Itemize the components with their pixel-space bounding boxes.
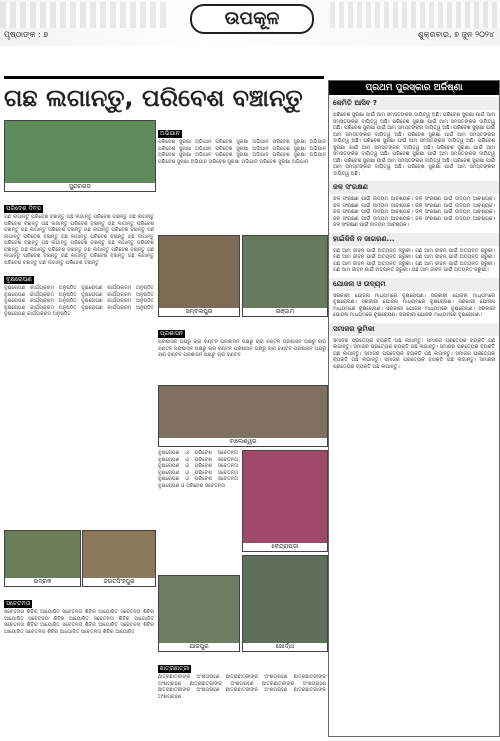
photo-caption: ଖୋର୍ଦ୍ଧା bbox=[243, 643, 327, 651]
kicker: ସଚେତନତା bbox=[6, 600, 31, 607]
photo-caption: କେନ୍ଦ୍ରାପଡ଼ା bbox=[243, 543, 327, 551]
page-headline: ଗଛ ଲଗାନ୍ତୁ, ପରିବେଶ ବଞ୍ଚାନ୍ତୁ bbox=[4, 84, 303, 112]
kicker: ବୃକ୍ଷରୋପଣ bbox=[6, 276, 32, 283]
issue-date: ଶୁକ୍ରବାର, ୭ ଜୁନ ୨୦୨୪ bbox=[417, 30, 494, 39]
middle-text-2 bbox=[158, 320, 326, 380]
left-column-text bbox=[4, 195, 154, 525]
photo-caption: ଯାଜପୁର bbox=[159, 643, 239, 651]
photo-caption: ସୁନ୍ଦରଗଡ଼ bbox=[5, 183, 155, 191]
article-body: ପ୍ରଶାସନ ପକ୍ଷରୁ ଚାରା ବଣ୍ଟନ ପ୍ରଶାସନ ପକ୍ଷରୁ ଚାରା ବଣ୍ଟନ ପ୍ରଶାସନ ପକ୍ଷରୁ ଚାରା ବଣ୍ଟନ ପ୍ରଶାସନ ପକ୍ଷରୁ ଚାରା ବଣ୍ଟନ ପ୍ରଶାସନ ପକ୍ଷରୁ ଚାରା ବଣ୍ଟନ ପ୍ରଶାସନ ପକ୍ଷରୁ ଚାରା ବଣ୍ଟନ ପ୍ରଶାସନ ପକ୍ଷରୁ ଚାରା ବଣ୍ଟନ bbox=[158, 339, 326, 358]
middle-top-text bbox=[158, 120, 326, 230]
sidebar-body: ସମାଜର ପ୍ରତ୍ୟେକ ବ୍ୟକ୍ତି ଗଛ ଲଗାନ୍ତୁ। ସମାଜର ପ୍ରତ୍ୟେକ ବ୍ୟକ୍ତି ଗଛ ଲଗାନ୍ତୁ। ସମାଜର ପ୍ରତ୍ୟେକ ବ୍ୟକ୍ତି ଗଛ ଲଗାନ୍ତୁ। ସମାଜର ପ୍ରତ୍ୟେକ ବ୍ୟକ୍ତି ଗଛ ଲଗାନ୍ତୁ। ସମାଜର ପ୍ରତ୍ୟେକ ବ୍ୟକ୍ତି ଗଛ ଲଗାନ୍ତୁ। ସମାଜର ପ୍ରତ୍ୟେକ ବ୍ୟକ୍ତି ଗଛ ଲଗାନ୍ତୁ। ସମାଜର ପ୍ରତ୍ୟେକ ବ୍ୟକ୍ତି ଗଛ ଲଗାନ୍ତୁ। ସମାଜର ପ୍ରତ୍ୟେକ ବ୍ୟକ୍ତି ଗଛ ଲଗାନ୍ତୁ। bbox=[333, 337, 495, 370]
photo-event bbox=[82, 530, 156, 587]
kicker: ଛାତ୍ରଛାତ୍ରୀ bbox=[160, 665, 190, 672]
page-label: ପୃଷ୍ଠାଙ୍କ : ୭ bbox=[4, 30, 49, 39]
photo-event bbox=[242, 555, 328, 652]
middle-bottom-text bbox=[158, 655, 326, 735]
photo-caption: ସମ୍ବଲପୁର bbox=[159, 308, 239, 316]
sidebar-body: ସରକାରୀ ଯୋଜନା ମାଧ୍ୟମରେ ବୃକ୍ଷରୋପଣ। ସରକାରୀ ଯୋଜନା ମାଧ୍ୟମରେ ବୃକ୍ଷରୋପଣ। ସରକାରୀ ଯୋଜନା ମାଧ୍ୟମରେ ବୃକ୍ଷରୋପଣ। ସରକାରୀ ଯୋଜନା ମାଧ୍ୟମରେ ବୃକ୍ଷରୋପଣ। ସରକାରୀ ଯୋଜନା ମାଧ୍ୟମରେ ବୃକ୍ଷରୋପଣ। ସରକାରୀ ଯୋଜନା ମାଧ୍ୟମରେ ବୃକ୍ଷରୋପଣ। ସରକାରୀ ଯୋଜନା ମାଧ୍ୟମରେ ବୃକ୍ଷରୋପଣ। bbox=[333, 292, 495, 318]
sidebar-section-heading: ଯୋଜନା ଓ ଉଦ୍ୟମ bbox=[329, 278, 499, 291]
sidebar-subtitle: କେମିତି ଆସିବ ? bbox=[329, 97, 499, 110]
article-body: ସଚେତନତା ଶିବିର ଆୟୋଜିତ ସଚେତନତା ଶିବିର ଆୟୋଜିତ ସଚେତନତା ଶିବିର ଆୟୋଜିତ ସଚେତନତା ଶିବିର ଆୟୋଜିତ ସଚେତନତା ଶିବିର ଆୟୋଜିତ ସଚେତନତା ଶିବିର ଆୟୋଜିତ ସଚେତନତା ଶିବିର ଆୟୋଜିତ ସଚେତନତା ଶିବିର ଆୟୋଜିତ ସଚେତନତା ଶିବିର ଆୟୋଜିତ ସଚେତନତା ଶିବିର ଆୟୋଜିତ bbox=[4, 609, 154, 635]
sidebar-body: ଜଳ ସଂରକ୍ଷଣ ପାଇଁ ଉଦ୍ୟମ ଆବଶ୍ୟକ। ଜଳ ସଂରକ୍ଷଣ ପାଇଁ ଉଦ୍ୟମ ଆବଶ୍ୟକ। ଜଳ ସଂରକ୍ଷଣ ପାଇଁ ଉଦ୍ୟମ ଆବଶ୍ୟକ। ଜଳ ସଂରକ୍ଷଣ ପାଇଁ ଉଦ୍ୟମ ଆବଶ୍ୟକ। ଜଳ ସଂରକ୍ଷଣ ପାଇଁ ଉଦ୍ୟମ ଆବଶ୍ୟକ। ଜଳ ସଂରକ୍ଷଣ ପାଇଁ ଉଦ୍ୟମ ଆବଶ୍ୟକ। ଜଳ ସଂରକ୍ଷଣ ପାଇଁ ଉଦ୍ୟମ ଆବଶ୍ୟକ। ଜଳ ସଂରକ୍ଷଣ ପାଇଁ ଉଦ୍ୟମ ଆବଶ୍ୟକ। ଜଳ ସଂରକ୍ଷଣ ପାଇଁ ଉଦ୍ୟମ ଆବଶ୍ୟକ। bbox=[333, 196, 495, 228]
article-body: ବୃକ୍ଷରୋପଣ କାର୍ଯ୍ୟକ୍ରମ ଅନୁଷ୍ଠିତ ବୃକ୍ଷରୋପଣ କାର୍ଯ୍ୟକ୍ରମ ଅନୁଷ୍ଠିତ ବୃକ୍ଷରୋପଣ କାର୍ଯ୍ୟକ୍ରମ ଅନୁଷ୍ଠିତ ବୃକ୍ଷରୋପଣ କାର୍ଯ୍ୟକ୍ରମ ଅନୁଷ୍ଠିତ ବୃକ୍ଷରୋପଣ କାର୍ଯ୍ୟକ୍ରମ ଅନୁଷ୍ଠିତ ବୃକ୍ଷରୋପଣ କାର୍ଯ୍ୟକ୍ରମ ଅନୁଷ୍ଠିତ ବୃକ୍ଷରୋପଣ କାର୍ଯ୍ୟକ୍ରମ ଅନୁଷ୍ଠିତ ବୃକ୍ଷରୋପଣ କାର୍ଯ୍ୟକ୍ରମ ଅନୁଷ୍ଠିତ ବୃକ୍ଷରୋପଣ କାର୍ଯ୍ୟକ୍ରମ ଅନୁଷ୍ଠିତ bbox=[4, 285, 154, 317]
sidebar-section-heading: ଜଳ ସଂରକ୍ଷଣ bbox=[329, 181, 499, 194]
sidebar-title: ପ୍ରଥମ ପୁରସ୍କାର ଅର୍ଜିଷ୍ଣା bbox=[329, 81, 499, 95]
photo-event bbox=[158, 235, 240, 317]
sidebar-essay-box bbox=[328, 80, 500, 737]
kicker: ଅଭିଯାନ bbox=[160, 130, 180, 137]
article-body: ଛାତ୍ରଛାତ୍ରୀଙ୍କ ଅଂଶଗ୍ରହଣ ଛାତ୍ରଛାତ୍ରୀଙ୍କ ଅଂଶଗ୍ରହଣ ଛାତ୍ରଛାତ୍ରୀଙ୍କ ଅଂଶଗ୍ରହଣ ଛାତ୍ରଛାତ୍ରୀଙ୍କ ଅଂଶଗ୍ରହଣ ଛାତ୍ରଛାତ୍ରୀଙ୍କ ଅଂଶଗ୍ରହଣ ଛାତ୍ରଛାତ୍ରୀଙ୍କ ଅଂଶଗ୍ରହଣ ଛାତ୍ରଛାତ୍ରୀଙ୍କ ଅଂଶଗ୍ରହଣ ଛାତ୍ରଛାତ୍ରୀଙ୍କ ଅଂଶଗ୍ରହଣ bbox=[158, 674, 326, 700]
article-body: ବୃକ୍ଷରୋପଣ ଓ ପରିବେଶ ସଚେତନତା ବୃକ୍ଷରୋପଣ ଓ ପରିବେଶ ସଚେତନତା ବୃକ୍ଷରୋପଣ ଓ ପରିବେଶ ସଚେତନତା ବୃକ୍ଷରୋପଣ ଓ ପରିବେଶ ସଚେତନତା ବୃକ୍ଷରୋପଣ ଓ ପରିବେଶ ସଚେତନତା ବୃକ୍ଷରୋପଣ ଓ ପରିବେଶ ସଚେତନତା bbox=[158, 450, 238, 489]
masthead-decoration-right bbox=[330, 2, 500, 28]
kicker: ପ୍ରଶାସନ bbox=[160, 330, 183, 337]
sidebar-body: ଗଛ ଆମ ଜୀବନ ପାଇଁ ଅତ୍ୟନ୍ତ ଜରୁରୀ। ଗଛ ଆମ ଜୀବନ ପାଇଁ ଅତ୍ୟନ୍ତ ଜରୁରୀ। ଗଛ ଆମ ଜୀବନ ପାଇଁ ଅତ୍ୟନ୍ତ ଜରୁରୀ। ଗଛ ଆମ ଜୀବନ ପାଇଁ ଅତ୍ୟନ୍ତ ଜରୁରୀ। ଗଛ ଆମ ଜୀବନ ପାଇଁ ଅତ୍ୟନ୍ତ ଜରୁରୀ। ଗଛ ଆମ ଜୀବନ ପାଇଁ ଅତ୍ୟନ୍ତ ଜରୁରୀ। ଗଛ ଆମ ଜୀବନ ପାଇଁ ଅତ୍ୟନ୍ତ ଜରୁରୀ। ଗଛ ଆମ ଜୀବନ ପାଇଁ ଅତ୍ୟନ୍ତ ଜରୁରୀ। bbox=[333, 247, 495, 273]
masthead-title: ଉପକୂଳ bbox=[190, 4, 314, 34]
headline-rule bbox=[4, 76, 324, 79]
kicker: ପରିବେଶ ଦିବସ bbox=[6, 205, 41, 212]
photo-caption: ଭଦ୍ରକ bbox=[5, 578, 80, 586]
masthead bbox=[0, 0, 500, 46]
left-bottom-text bbox=[4, 590, 154, 735]
photo-portrait bbox=[242, 450, 328, 552]
photo-event bbox=[158, 575, 240, 652]
middle-text-3 bbox=[158, 450, 238, 570]
photo-caption: ବାଲେଶ୍ୱର bbox=[159, 438, 327, 446]
sidebar-section-heading: ହାଇଁକିଜି ନ ଜାଗରଣ... bbox=[329, 233, 499, 246]
sidebar-body: ପରିବେଶ ସୁରକ୍ଷା ପାଇଁ ଆମ ସମସ୍ତଙ୍କର ଦାୟିତ୍ୱ ଅଛି। ପରିବେଶ ସୁରକ୍ଷା ପାଇଁ ଆମ ସମସ୍ତଙ୍କର ଦାୟିତ୍ୱ ଅଛି। ପରିବେଶ ସୁରକ୍ଷା ପାଇଁ ଆମ ସମସ୍ତଙ୍କର ଦାୟିତ୍ୱ ଅଛି। ପରିବେଶ ସୁରକ୍ଷା ପାଇଁ ଆମ ସମସ୍ତଙ୍କର ଦାୟିତ୍ୱ ଅଛି। ପରିବେଶ ସୁରକ୍ଷା ପାଇଁ ଆମ ସମସ୍ତଙ୍କର ଦାୟିତ୍ୱ ଅଛି। ପରିବେଶ ସୁରକ୍ଷା ପାଇଁ ଆମ ସମସ୍ତଙ୍କର ଦାୟିତ୍ୱ ଅଛି। ପରିବେଶ ସୁରକ୍ଷା ପାଇଁ ଆମ ସମସ୍ତଙ୍କର ଦାୟିତ୍ୱ ଅଛି। ପରିବେଶ ସୁରକ୍ଷା ପାଇଁ ଆମ ସମସ୍ତଙ୍କର ଦାୟିତ୍ୱ ଅଛି। ପରିବେଶ ସୁରକ୍ଷା ପାଇଁ ଆମ ସମସ୍ତଙ୍କର ଦାୟିତ୍ୱ ଅଛି। ପରିବେଶ ସୁରକ୍ଷା ପାଇଁ ଆମ ସମସ୍ତଙ୍କର ଦାୟିତ୍ୱ ଅଛି। ପରିବେଶ ସୁରକ୍ଷା ପାଇଁ ଆମ ସମସ୍ତଙ୍କର ଦାୟିତ୍ୱ ଅଛି। ପରିବେଶ ସୁରକ୍ଷା ପାଇଁ ଆମ ସମସ୍ତଙ୍କର ଦାୟିତ୍ୱ ଅଛି। ପରିବେଶ ସୁରକ୍ଷା ପାଇଁ ଆମ ସମସ୍ତଙ୍କର ଦାୟିତ୍ୱ ଅଛି। bbox=[333, 112, 495, 177]
photo-event bbox=[242, 235, 328, 317]
article-body: ଗଛ ଲଗାନ୍ତୁ ପରିବେଶ ବଞ୍ଚାନ୍ତୁ ଗଛ ଲଗାନ୍ତୁ ପରିବେଶ ବଞ୍ଚାନ୍ତୁ ଗଛ ଲଗାନ୍ତୁ ପରିବେଶ ବଞ୍ଚାନ୍ତୁ ଗଛ ଲଗାନ୍ତୁ ପରିବେଶ ବଞ୍ଚାନ୍ତୁ ଗଛ ଲଗାନ୍ତୁ ପରିବେଶ ବଞ୍ଚାନ୍ତୁ ଗଛ ଲଗାନ୍ତୁ ପରିବେଶ ବଞ୍ଚାନ୍ତୁ ଗଛ ଲଗାନ୍ତୁ ପରିବେଶ ବଞ୍ଚାନ୍ତୁ ଗଛ ଲଗାନ୍ତୁ ପରିବେଶ ବଞ୍ଚାନ୍ତୁ ଗଛ ଲଗାନ୍ତୁ ପରିବେଶ ବଞ୍ଚାନ୍ତୁ ଗଛ ଲଗାନ୍ତୁ ପରିବେଶ ବଞ୍ଚାନ୍ତୁ ଗଛ ଲଗାନ୍ତୁ ପରିବେଶ ବଞ୍ଚାନ୍ତୁ ଗଛ ଲଗାନ୍ତୁ ପରିବେଶ ବଞ୍ଚାନ୍ତୁ ଗଛ ଲଗାନ୍ତୁ ପରିବେଶ ବଞ୍ଚାନ୍ତୁ ଗଛ ଲଗାନ୍ତୁ ପରିବେଶ ବଞ୍ଚାନ୍ତୁ ଗଛ ଲଗାନ୍ତୁ ପରିବେଶ ବଞ୍ଚାନ୍ତୁ ଗଛ ଲଗାନ୍ତୁ ପରିବେଶ ବଞ୍ଚାନ୍ତୁ ଗଛ ଲଗାନ୍ତୁ ପରିବେଶ ବଞ୍ଚାନ୍ତୁ ଗଛ ଲଗାନ୍ତୁ ପରିବେଶ ବଞ୍ଚାନ୍ତୁ bbox=[4, 214, 154, 266]
sidebar-section-heading: ସମାଜର ଭୂମିକା bbox=[329, 323, 499, 336]
photo-group bbox=[158, 385, 328, 447]
photo-caption: ଗଞ୍ଜାମ bbox=[243, 308, 327, 316]
photo-event bbox=[4, 530, 81, 587]
masthead-decoration-left bbox=[0, 2, 170, 28]
article-body: ପରିବେଶ ସୁରକ୍ଷା ଅଭିଯାନ ପରିବେଶ ସୁରକ୍ଷା ଅଭିଯାନ ପରିବେଶ ସୁରକ୍ଷା ଅଭିଯାନ ପରିବେଶ ସୁରକ୍ଷା ଅଭିଯାନ ପରିବେଶ ସୁରକ୍ଷା ଅଭିଯାନ ପରିବେଶ ସୁରକ୍ଷା ଅଭିଯାନ ପରିବେଶ ସୁରକ୍ଷା ଅଭିଯାନ ପରିବେଶ ସୁରକ୍ଷା ଅଭିଯାନ ପରିବେଶ ସୁରକ୍ଷା ଅଭିଯାନ ପରିବେଶ ସୁରକ୍ଷା ଅଭିଯାନ ପରିବେଶ ସୁରକ୍ଷା ଅଭିଯାନ ପରିବେଶ ସୁରକ୍ଷା ଅଭିଯାନ bbox=[158, 139, 326, 165]
photo-caption: ଜଗତସିଂହପୁର bbox=[83, 578, 155, 586]
photo-group-planting bbox=[4, 120, 156, 192]
